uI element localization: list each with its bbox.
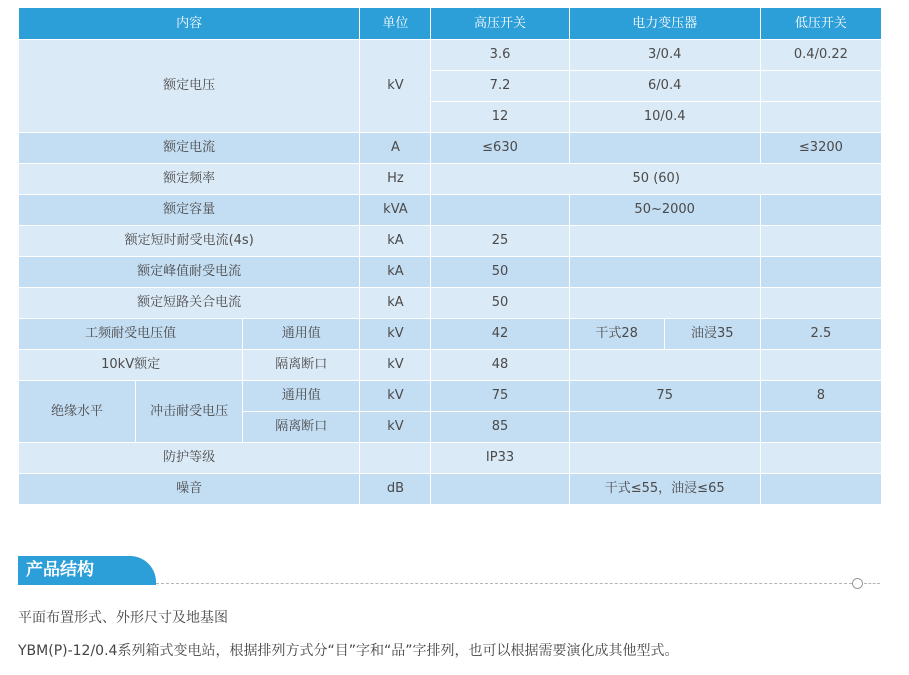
row-unit: dB bbox=[360, 474, 431, 505]
cell-lv bbox=[760, 474, 881, 505]
cell-lv bbox=[760, 226, 881, 257]
row-unit: kVA bbox=[360, 195, 431, 226]
cell-lv bbox=[760, 195, 881, 226]
table-row bbox=[19, 195, 882, 226]
row-sublabel: 通用值 bbox=[243, 319, 360, 350]
row-label: 额定短路关合电流 bbox=[19, 288, 360, 319]
row-unit: kV bbox=[360, 412, 431, 443]
row-label: 额定电压 bbox=[19, 40, 360, 133]
cell-hv: 12 bbox=[431, 102, 569, 133]
cell-hv: 7.2 bbox=[431, 71, 569, 102]
row-label: 额定频率 bbox=[19, 164, 360, 195]
table-row bbox=[19, 288, 882, 319]
cell-lv bbox=[760, 257, 881, 288]
cell-transformer: 干式≤55，油浸≤65 bbox=[569, 474, 760, 505]
cell-transformer bbox=[569, 288, 760, 319]
section-title: 产品结构 bbox=[26, 560, 94, 580]
header-content: 内容 bbox=[19, 8, 360, 40]
section-header bbox=[18, 556, 882, 586]
row-unit bbox=[360, 443, 431, 474]
cell-transformer-dry: 干式28 bbox=[569, 319, 664, 350]
table-row bbox=[19, 164, 882, 195]
table-row bbox=[19, 133, 882, 164]
row-unit: Hz bbox=[360, 164, 431, 195]
cell-hv: 75 bbox=[431, 381, 569, 412]
cell-lv: 8 bbox=[760, 381, 881, 412]
cell-hv bbox=[431, 195, 569, 226]
cell-transformer: 75 bbox=[569, 381, 760, 412]
cell-transformer bbox=[569, 350, 760, 381]
cell-transformer bbox=[569, 412, 760, 443]
cell-transformer bbox=[569, 133, 760, 164]
cell-lv bbox=[760, 350, 881, 381]
cell-hv: 3.6 bbox=[431, 40, 569, 71]
table-row bbox=[19, 257, 882, 288]
cell-transformer: 6/0.4 bbox=[569, 71, 760, 102]
cell-lv: ≤3200 bbox=[760, 133, 881, 164]
row-label: 噪音 bbox=[19, 474, 360, 505]
table-row bbox=[19, 319, 882, 350]
table-row bbox=[19, 40, 882, 71]
cell-hv: 48 bbox=[431, 350, 569, 381]
cell-hv: 85 bbox=[431, 412, 569, 443]
section-divider-tail bbox=[864, 583, 880, 584]
cell-hv: 50 bbox=[431, 257, 569, 288]
row-sublabel: 通用值 bbox=[243, 381, 360, 412]
cell-transformer bbox=[569, 257, 760, 288]
header-lv-switch: 低压开关 bbox=[760, 8, 881, 40]
row-label: 防护等级 bbox=[19, 443, 360, 474]
spec-table bbox=[18, 7, 882, 505]
cell-transformer-oil: 油浸35 bbox=[664, 319, 760, 350]
row-label-insulation: 绝缘水平 bbox=[19, 381, 136, 443]
cell-hv bbox=[431, 474, 569, 505]
cell-lv: 0.4/0.22 bbox=[760, 40, 881, 71]
cell-hv: ≤630 bbox=[431, 133, 569, 164]
cell-transformer bbox=[569, 443, 760, 474]
row-unit: A bbox=[360, 133, 431, 164]
cell-lv bbox=[760, 443, 881, 474]
row-label: 额定峰值耐受电流 bbox=[19, 257, 360, 288]
cell-hv: 42 bbox=[431, 319, 569, 350]
table-row bbox=[19, 443, 882, 474]
table-row bbox=[19, 474, 882, 505]
cell-transformer: 10/0.4 bbox=[569, 102, 760, 133]
cell-lv bbox=[760, 412, 881, 443]
row-label: 额定容量 bbox=[19, 195, 360, 226]
header-transformer: 电力变压器 bbox=[569, 8, 760, 40]
row-sublabel: 隔离断口 bbox=[243, 350, 360, 381]
row-unit: kV bbox=[360, 350, 431, 381]
cell-hv: 50 bbox=[431, 288, 569, 319]
header-hv-switch: 高压开关 bbox=[431, 8, 569, 40]
cell-lv bbox=[760, 71, 881, 102]
row-label: 工频耐受电压值 bbox=[19, 319, 243, 350]
header-unit: 单位 bbox=[360, 8, 431, 40]
row-unit: kV bbox=[360, 381, 431, 412]
section-divider bbox=[156, 583, 852, 584]
cell-lv: 2.5 bbox=[760, 319, 881, 350]
cell-transformer: 50~2000 bbox=[569, 195, 760, 226]
row-label: 10kV额定 bbox=[19, 350, 243, 381]
row-sublabel: 隔离断口 bbox=[243, 412, 360, 443]
cell-value: 50 (60) bbox=[431, 164, 882, 195]
row-label: 额定电流 bbox=[19, 133, 360, 164]
cell-lv bbox=[760, 102, 881, 133]
table-row bbox=[19, 381, 882, 412]
row-label: 额定短时耐受电流(4s) bbox=[19, 226, 360, 257]
row-unit: kA bbox=[360, 288, 431, 319]
row-label-impulse: 冲击耐受电压 bbox=[136, 381, 243, 443]
circle-icon bbox=[852, 578, 863, 589]
cell-hv: 25 bbox=[431, 226, 569, 257]
cell-transformer bbox=[569, 226, 760, 257]
cell-lv bbox=[760, 288, 881, 319]
paragraph-subtitle: 平面布置形式、外形尺寸及地基图 bbox=[18, 610, 228, 626]
table-row bbox=[19, 226, 882, 257]
paragraph-description: YBM(P)-12/0.4系列箱式变电站，根据排列方式分“目”字和“品”字排列，也可以根据需要演化成其他型式。 bbox=[18, 643, 679, 659]
table-header-row bbox=[19, 8, 882, 40]
row-unit: kA bbox=[360, 257, 431, 288]
row-unit: kA bbox=[360, 226, 431, 257]
cell-transformer: 3/0.4 bbox=[569, 40, 760, 71]
cell-hv: IP33 bbox=[431, 443, 569, 474]
row-unit: kV bbox=[360, 40, 431, 133]
table-row bbox=[19, 350, 882, 381]
row-unit: kV bbox=[360, 319, 431, 350]
